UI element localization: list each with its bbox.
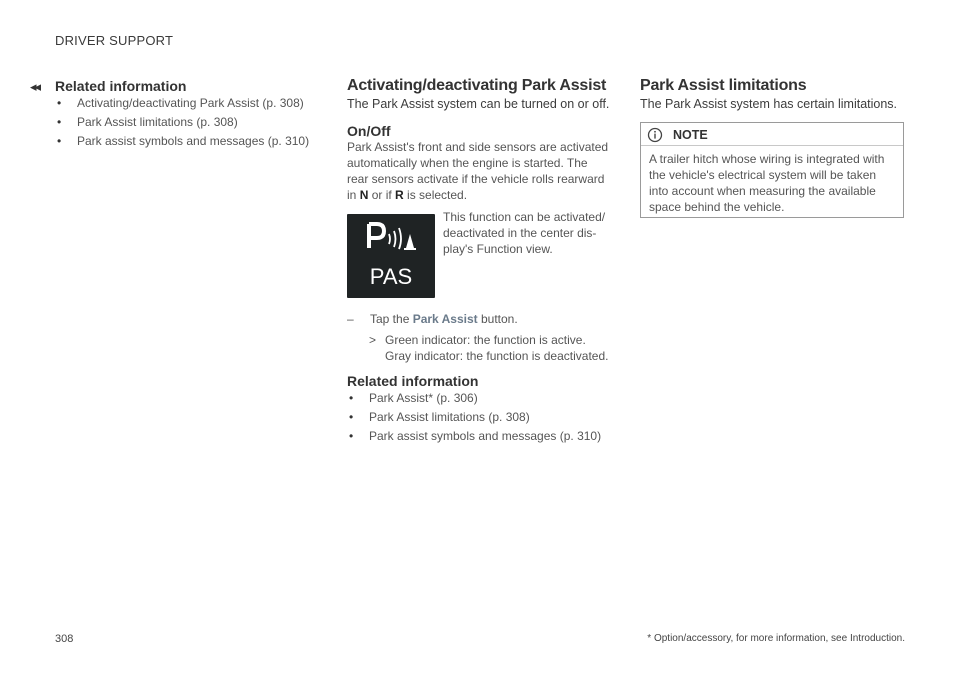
list-item[interactable]: • Park Assist* (p. 306) <box>349 391 478 405</box>
section-intro: The Park Assist system can be turned on or off. <box>347 97 610 111</box>
list-item[interactable]: • Park assist symbols and messages (p. 310) <box>57 134 310 148</box>
gear-n: N <box>359 188 369 202</box>
image-caption: This function can be activated/ deactivated in the center dis- play's Function view. <box>443 210 606 256</box>
footnote: * Option/accessory, for more information, see Introduction. <box>647 633 905 644</box>
list-item[interactable]: • Park assist symbols and messages (p. 310) <box>349 429 602 443</box>
note-text: A trailer hitch whose wiring is integrated with the vehicle's electrical system will be taken into account when measuring the available space behind the vehicle. <box>649 152 885 214</box>
limitations-intro: The Park Assist system has certain limitations. <box>640 97 898 111</box>
list-item[interactable]: • Park Assist limitations (p. 308) <box>57 115 238 129</box>
gear-r: R <box>395 188 404 202</box>
park-assist-button-ref: Park Assist <box>412 312 478 326</box>
section-title: Activating/deactivating Park Assist <box>347 77 607 94</box>
step-instruction: – Tap the Park Assist button. <box>347 312 518 326</box>
related-links-list-2 <box>347 390 627 447</box>
note-title: NOTE <box>673 128 708 142</box>
continuation-icon: ◂◂ <box>30 79 40 94</box>
limitations-title: Park Assist limitations <box>640 77 807 94</box>
onoff-text: Park Assist's front and side sensors are activated automatically when the engine is started. The rear sensors activate if the vehicle rolls rearward in N or if R is selected. <box>347 140 609 202</box>
page-number: 308 <box>55 633 74 645</box>
pas-button-image <box>347 214 435 298</box>
note-box <box>640 122 904 218</box>
list-item[interactable]: • Park Assist limitations (p. 308) <box>349 410 530 424</box>
onoff-heading: On/Off <box>347 123 391 139</box>
list-item[interactable]: • Activating/deactivating Park Assist (p. 308) <box>57 96 304 110</box>
related-info-heading: Related information <box>55 78 187 94</box>
related-links-list <box>55 95 325 152</box>
page-header: DRIVER SUPPORT <box>55 33 174 48</box>
related-info-heading-2: Related information <box>347 373 479 389</box>
note-divider <box>641 145 903 146</box>
park-assist-icon <box>347 214 435 298</box>
pas-label: PAS <box>369 264 413 289</box>
